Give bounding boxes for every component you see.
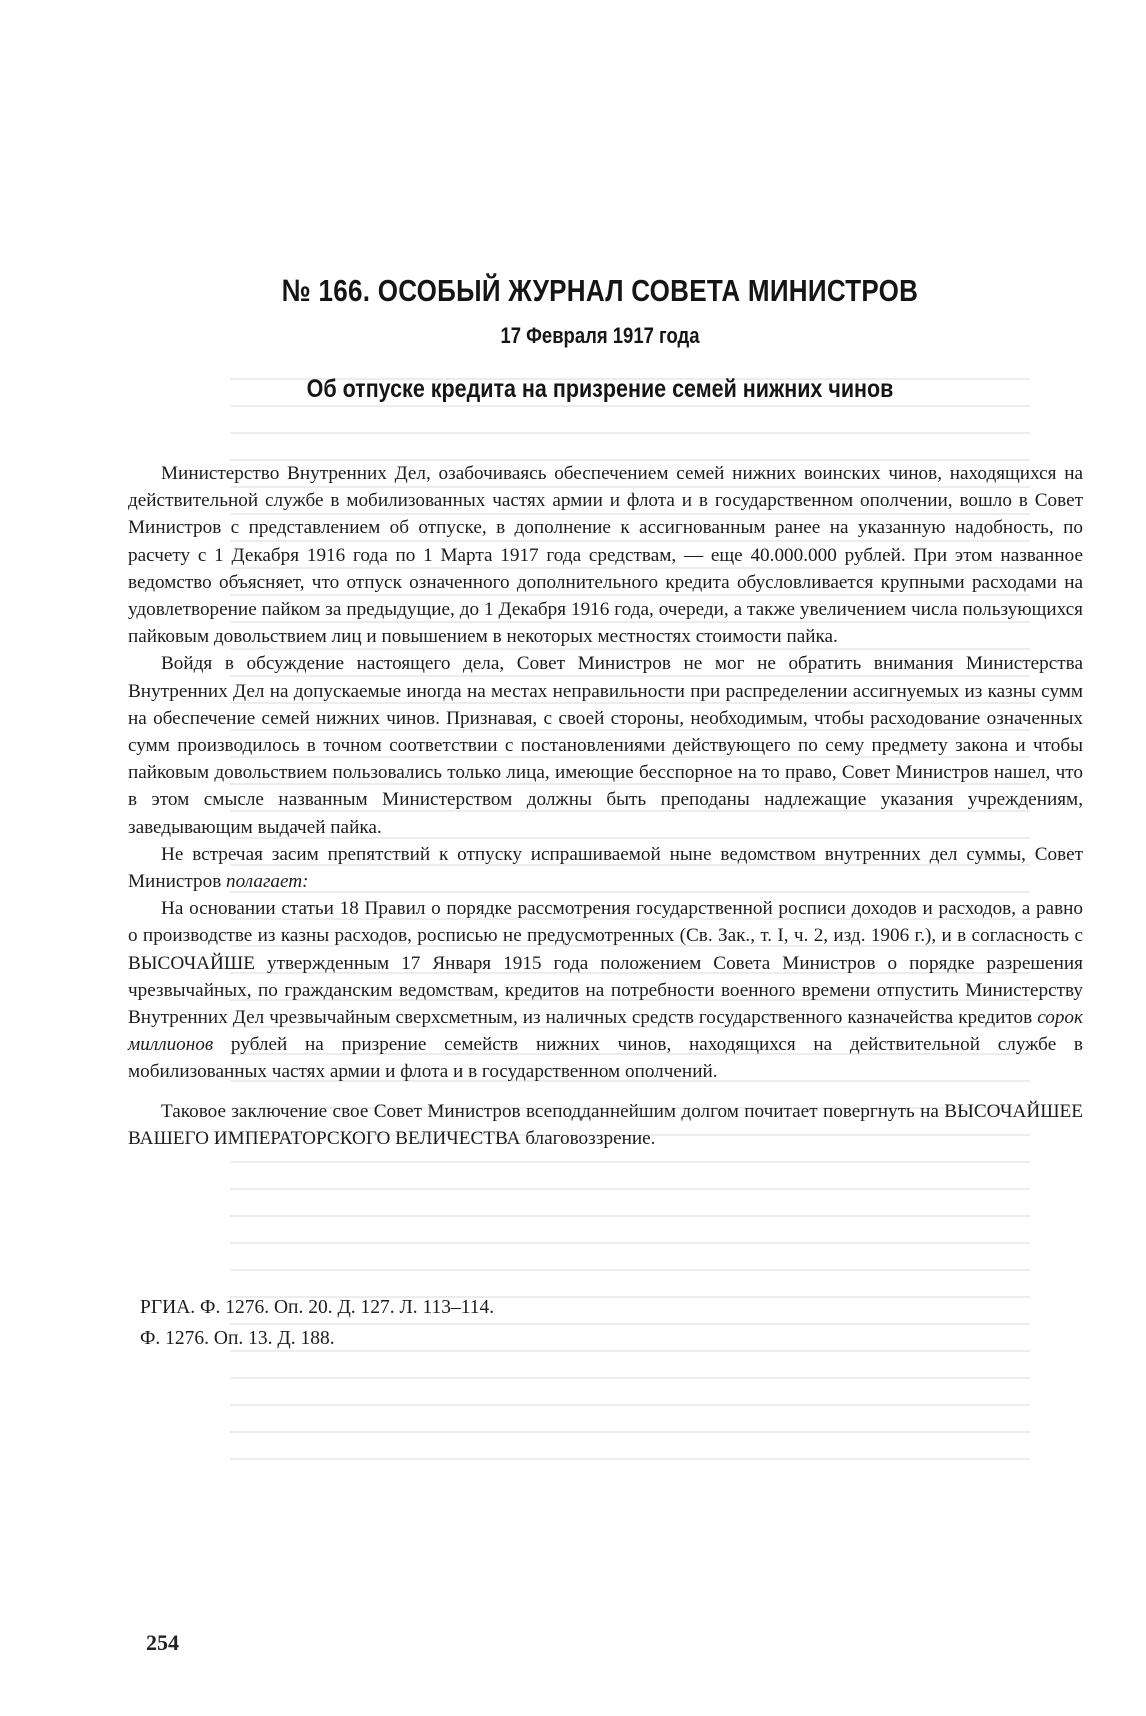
document-body bbox=[128, 460, 1083, 1152]
paragraph-2: Войдя в обсуждение настоящего дела, Совет Министров не мог не обратить внимания Министерства Внутренних Дел на допускаемые иногда на местах неправильности при распределении ассигнуемых из казны сумм на обеспечение семей нижних чинов. Признавая, с своей стороны, необходимым, чтобы расходование означенных сумм производилось в точном соответствии с постановлениями действующего по сему предмету закона и чтобы пайковым довольствием пользовались только лица, имеющие бесспорное на то право, Совет Министров нашел, что в этом смысле названным Министерством должны быть преподаны надлежащие указания учреждениям, заведывающим выдачей пайка. bbox=[128, 653, 1083, 838]
paragraph-4 bbox=[128, 895, 1083, 1085]
document-date: 17 Февраля 1917 года bbox=[500, 323, 700, 348]
paragraph-5: Таковое заключение свое Совет Министров всеподданнейшим долгом почитает повергнуть на ВЫСОЧАЙШЕЕ ВАШЕГО ИМПЕРАТОРСКОГО ВЕЛИЧЕСТВА благовоззрение. bbox=[128, 1100, 1083, 1149]
document-title: № 166. ОСОБЫЙ ЖУРНАЛ СОВЕТА МИНИСТРОВ bbox=[281, 273, 919, 308]
document-subject: Об отпуске кредита на призрение семей нижних чинов bbox=[306, 375, 894, 403]
archive-source-line-2: Ф. 1276. Оп. 13. Д. 188. bbox=[140, 1328, 335, 1349]
paragraph-3-text: Не встречая засим препятствий к отпуску испрашиваемой ныне ведомством внутренних дел суммы, Совет Министров bbox=[128, 843, 1083, 893]
paragraph-4-italic: сорок миллионов bbox=[128, 1007, 1083, 1056]
paragraph-3-italic: полагает: bbox=[226, 871, 309, 893]
paragraph-3 bbox=[128, 841, 1083, 895]
page-number: 254 bbox=[146, 1630, 179, 1655]
paragraph-1: Министерство Внутренних Дел, озабочиваясь обеспечением семей нижних воинских чинов, находящихся на действительной службе в мобилизованных частях армии и флота и в государственном ополчении, вошло в Совет Министров с представлением об отпуске, в дополнение к ассигнованным ранее на указанную надобность, по расчету с 1 Декабря 1916 года по 1 Марта 1917 года средствам, — еще 40.000.000 рублей. При этом названное ведомство объясняет, что отпуск означенного дополнительного кредита обусловливается крупными расходами на удовлетворение пайком за предыдущие, до 1 Декабря 1916 года, очереди, а также увеличением числа пользующихся пайковым довольствием лиц и повышением в некоторых местностях стоимости пайка. bbox=[128, 463, 1083, 648]
paragraph-4-text-end: рублей на призрение семейств нижних чинов, находящихся на действительной службе в мобилизованных частях армии и флота и в государственном ополчений. bbox=[128, 1034, 1083, 1083]
archive-source-line-1: РГИА. Ф. 1276. Оп. 20. Д. 127. Л. 113–114. bbox=[140, 1297, 495, 1318]
paragraph-4-text-start: На основании статьи 18 Правил о порядке рассмотрения государственной росписи доходов и расходов, а равно о производстве из казны расходов, росписью не предусмотренных (Св. Зак., т. I, ч. 2, изд. 1906 г.), и в согласность с ВЫСОЧАЙШЕ утвержденным 17 Января 1915 года положением Совета Министров о порядке разрешения чрезвычайных, по гражданским ведомствам, кредитов на потребности военного времени отпустить Министерству Внутренних Дел чрезвычайным сверхсметным, из наличных средств государственного казначейства кредитов bbox=[128, 898, 1083, 1029]
